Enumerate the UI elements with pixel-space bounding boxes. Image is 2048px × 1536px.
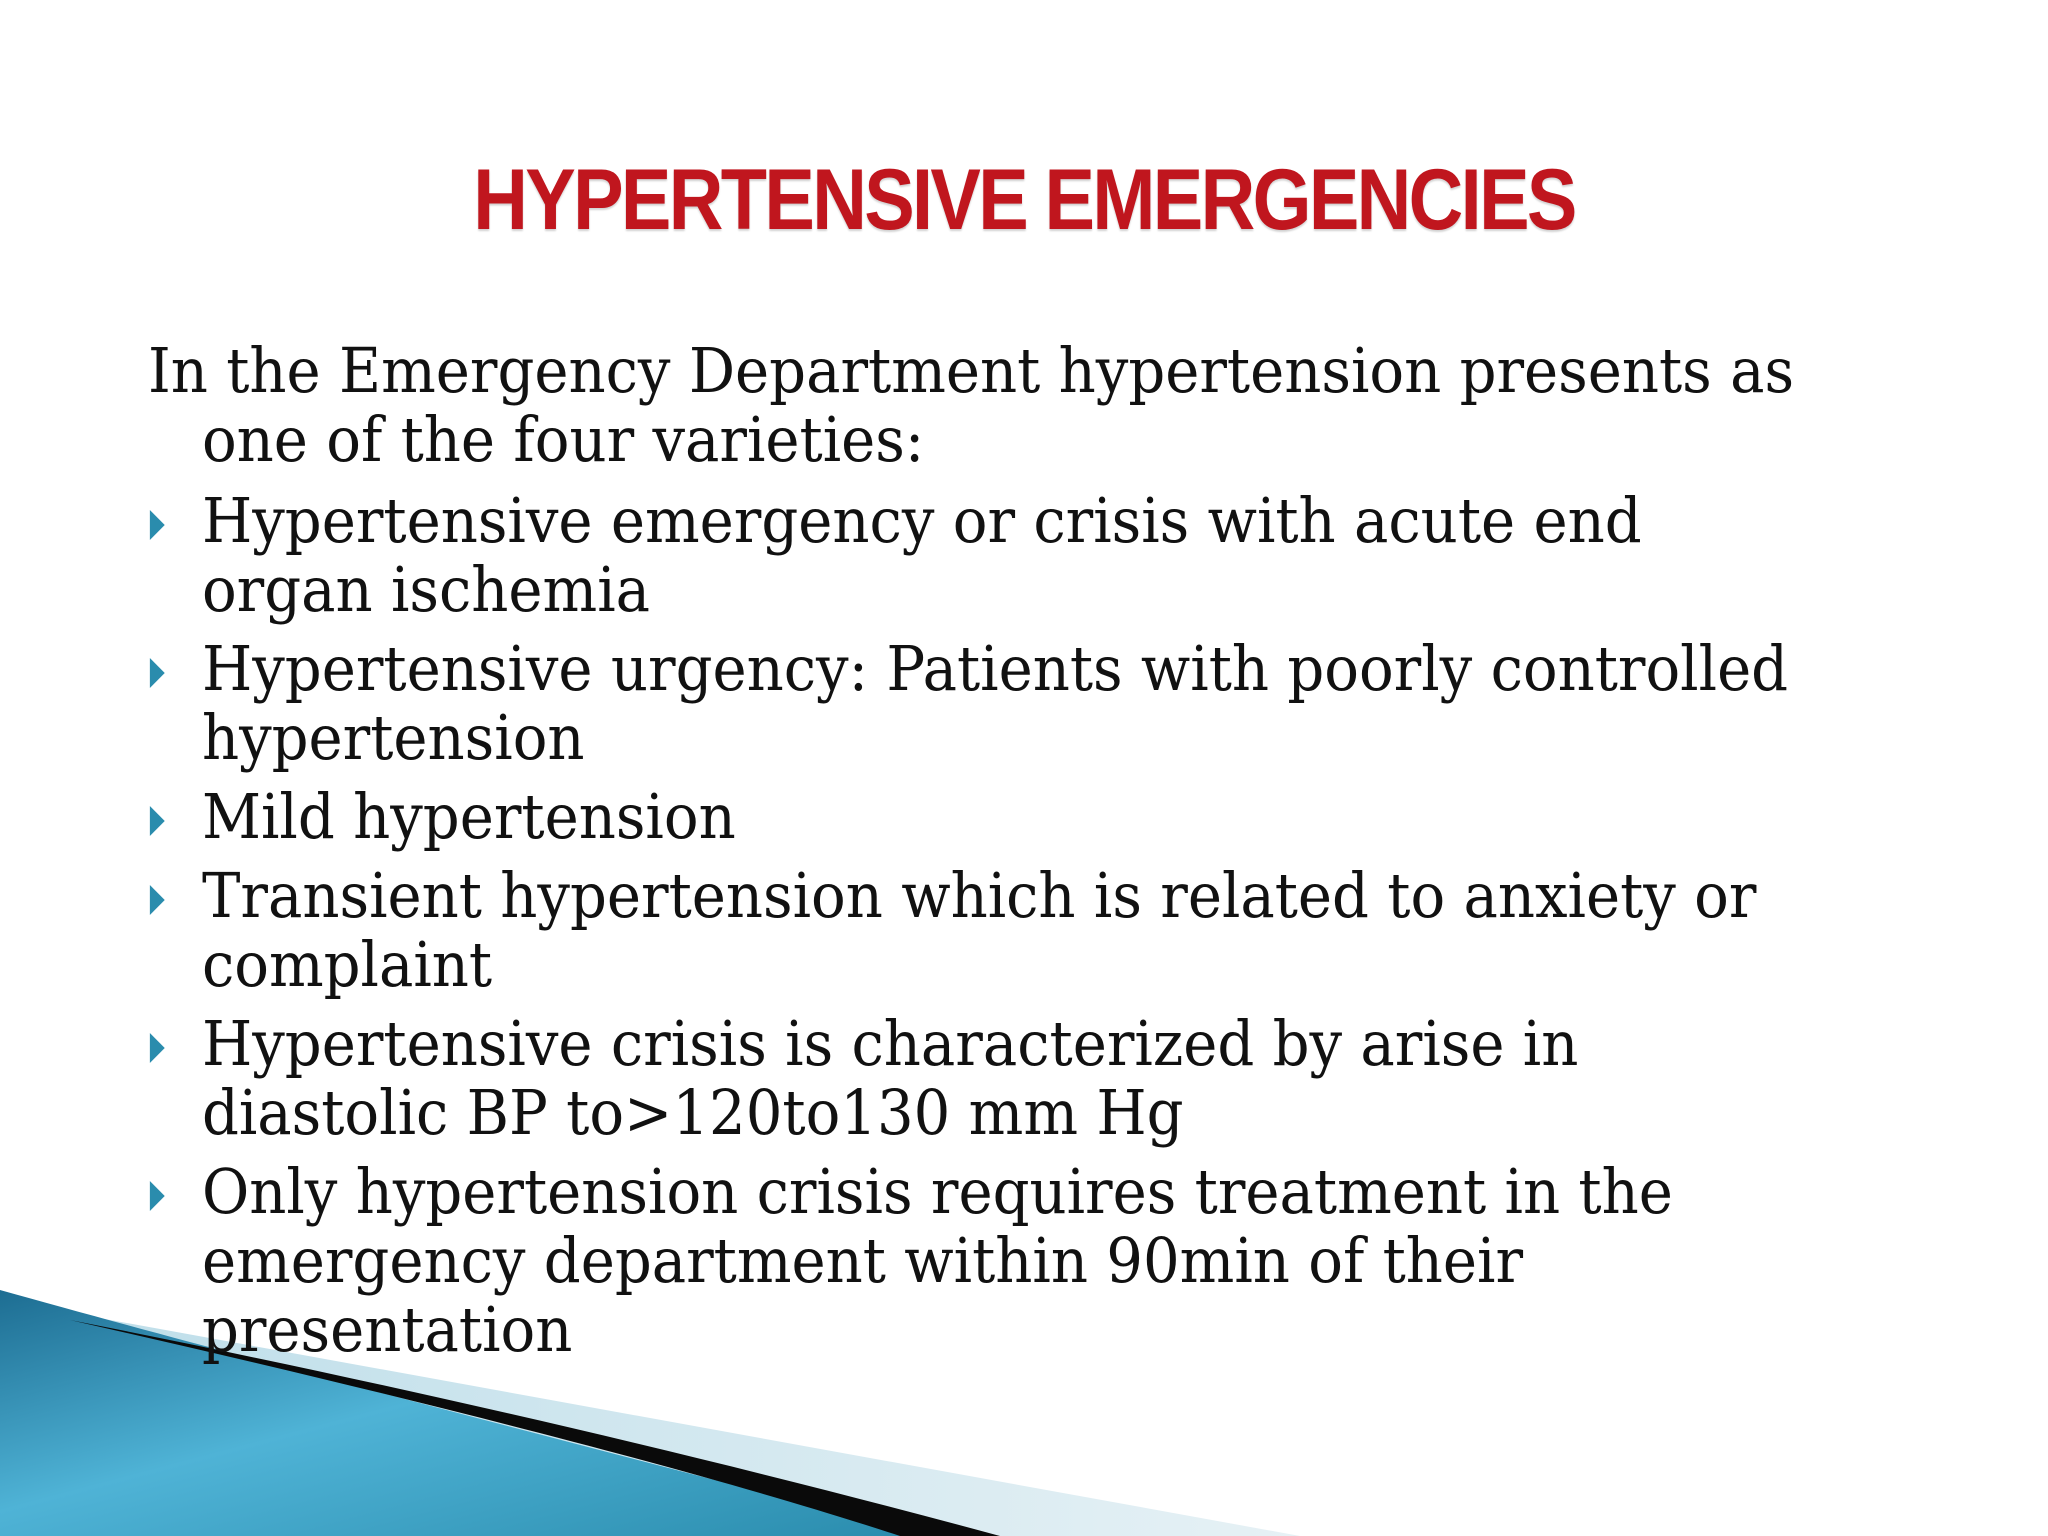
intro-paragraph: In the Emergency Department hypertension presents as one of the four varieties: bbox=[148, 334, 1795, 476]
triangle-right-icon bbox=[150, 658, 165, 688]
bullet-list bbox=[148, 486, 1803, 1364]
triangle-right-icon bbox=[150, 1033, 165, 1063]
triangle-right-icon bbox=[150, 1181, 165, 1211]
bullet-text: Only hypertension crisis requires treatment in the emergency department within 90min of their presentation bbox=[201, 1155, 1673, 1366]
bullet-item bbox=[148, 634, 1803, 772]
bullet-text: Hypertensive urgency: Patients with poorly controlled hypertension bbox=[201, 632, 1789, 774]
bullet-text: Hypertensive crisis is characterized by arise in diastolic BP to>120to130 mm Hg bbox=[201, 1007, 1579, 1149]
bullet-item bbox=[148, 1009, 1803, 1147]
slide-title: HYPERTENSIVE EMERGENCIES bbox=[473, 152, 1575, 248]
bullet-text: Hypertensive emergency or crisis with acute end organ ischemia bbox=[201, 484, 1642, 626]
bullet-item bbox=[148, 861, 1803, 999]
bullet-item bbox=[148, 782, 1803, 851]
triangle-right-icon bbox=[150, 885, 165, 915]
triangle-right-icon bbox=[150, 806, 165, 836]
triangle-right-icon bbox=[150, 510, 165, 540]
bullet-text: Mild hypertension bbox=[201, 780, 736, 853]
bullet-item bbox=[148, 486, 1803, 624]
slide-body bbox=[148, 336, 1803, 1374]
bullet-text: Transient hypertension which is related to anxiety or complaint bbox=[201, 859, 1757, 1001]
bullet-item bbox=[148, 1157, 1803, 1364]
